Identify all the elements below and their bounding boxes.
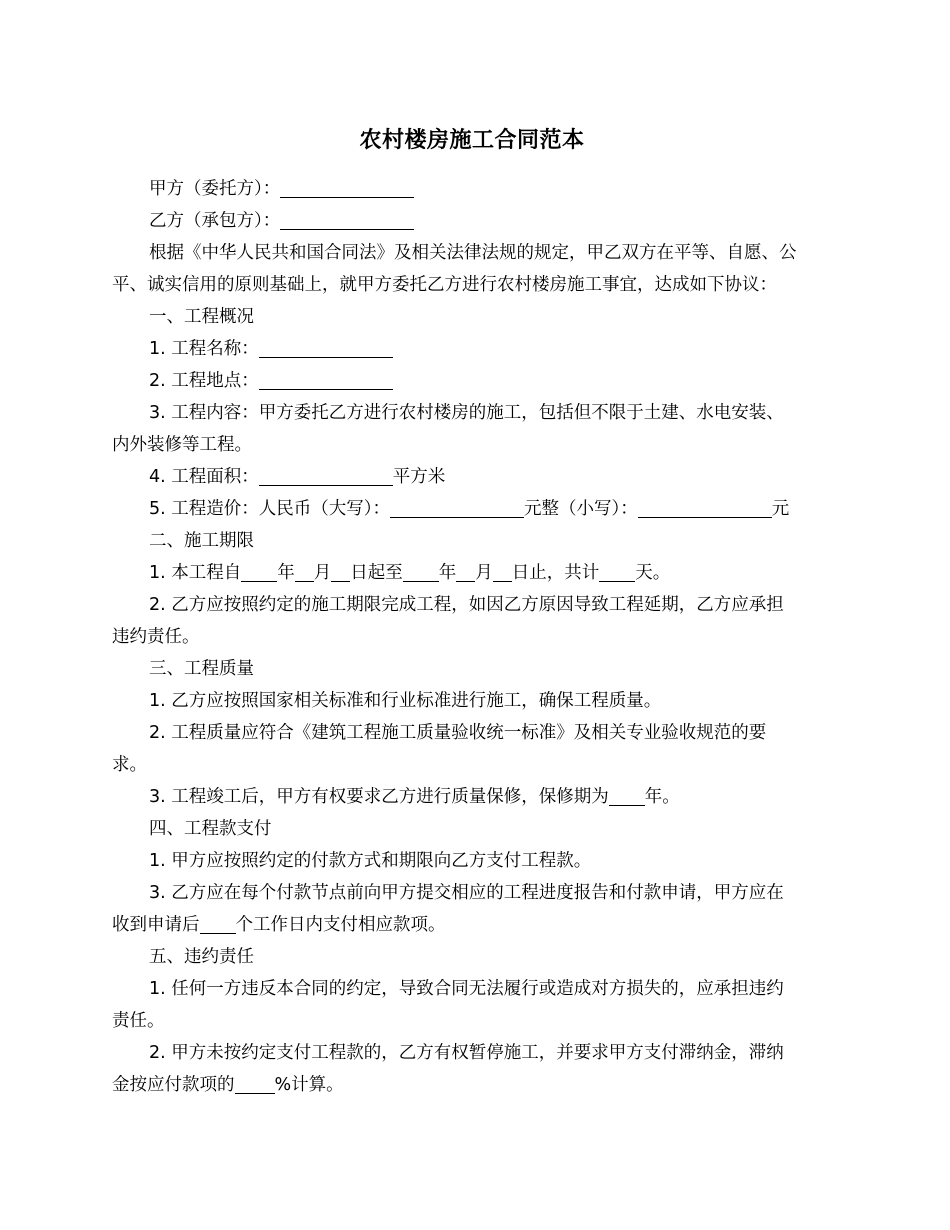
quality-clause-2-line-2: 求。 <box>112 755 147 775</box>
late-fee-text: 金按应付款项的 <box>112 1075 235 1095</box>
quality-clause-1: 1. 乙方应按照国家相关标准和行业标准进行施工，确保工程质量。 <box>149 691 662 711</box>
party-b-label: 乙方（承包方）： <box>149 211 281 231</box>
project-content-line-2: 内外装修等工程。 <box>112 435 252 455</box>
project-cost-mid: 元整（小写）： <box>524 499 638 519</box>
project-cost-upper-blank <box>390 497 524 518</box>
project-area-blank <box>259 465 393 486</box>
project-location-blank <box>259 369 393 390</box>
period-text: 日起至 <box>350 563 403 583</box>
payment-clause-1: 1. 甲方应按照约定的付款方式和期限向乙方支付工程款。 <box>149 851 592 871</box>
period-text: 年 <box>277 563 295 583</box>
warranty-line <box>112 781 842 813</box>
project-area-line <box>112 461 842 493</box>
total-days-blank <box>599 561 635 582</box>
start-year-blank <box>241 561 277 582</box>
payment-days-blank <box>200 913 236 934</box>
project-cost-line <box>112 493 842 525</box>
project-name-blank <box>259 337 393 358</box>
payment-clause-3-line-1: 3. 乙方应在每个付款节点前向甲方提交相应的工程进度报告和付款申请，甲方应在 <box>149 883 784 903</box>
party-a-label: 甲方（委托方）： <box>149 179 281 199</box>
project-cost-label: 5. 工程造价：人民币（大写）： <box>149 499 391 519</box>
party-a-line <box>112 173 842 205</box>
project-area-unit: 平方米 <box>392 467 446 487</box>
end-month-blank <box>456 561 475 582</box>
warranty-years-blank <box>609 785 645 806</box>
delay-clause-line-1: 2. 乙方应按照约定的施工期限完成工程，如因乙方原因导致工程延期，乙方应承担 <box>149 595 784 615</box>
project-name-label: 1. 工程名称： <box>149 339 259 359</box>
period-text: 天。 <box>635 563 671 583</box>
late-fee-percent-blank <box>235 1073 275 1094</box>
section-3-heading: 三、工程质量 <box>149 659 254 679</box>
period-text: 年 <box>438 563 457 583</box>
project-cost-unit: 元 <box>771 499 790 519</box>
section-1-heading: 一、工程概况 <box>149 307 254 327</box>
intro-paragraph-line-1: 根据《中华人民共和国合同法》及相关法律法规的规定，甲乙双方在平等、自愿、公 <box>149 243 797 263</box>
period-text: 月 <box>475 563 493 583</box>
project-cost-lower-blank <box>638 497 772 518</box>
breach-clause-2-line-1: 2. 甲方未按约定支付工程款的，乙方有权暂停施工，并要求甲方支付滞纳金，滞纳 <box>149 1043 784 1063</box>
project-name-line <box>112 333 842 365</box>
period-text: 月 <box>313 563 332 583</box>
breach-clause-1-line-1: 1. 任何一方违反本合同的约定，导致合同无法履行或造成对方损失的，应承担违约 <box>149 979 784 999</box>
delay-clause-line-2: 违约责任。 <box>112 627 200 647</box>
section-5-heading: 五、违约责任 <box>149 947 254 967</box>
breach-clause-2-line-2 <box>112 1069 842 1101</box>
document-title: 农村楼房施工合同范本 <box>359 128 585 153</box>
project-content-line-1: 3. 工程内容：甲方委托乙方进行农村楼房的施工，包括但不限于土建、水电安装、 <box>149 403 784 423</box>
payment-text: 个工作日内支付相应款项。 <box>235 915 446 935</box>
end-day-blank <box>493 561 512 582</box>
quality-clause-2-line-1: 2. 工程质量应符合《建筑工程施工质量验收统一标准》及相关专业验收规范的要 <box>149 723 767 743</box>
party-b-blank <box>280 209 414 230</box>
start-day-blank <box>331 561 350 582</box>
end-year-blank <box>403 561 439 582</box>
project-area-label: 4. 工程面积： <box>149 467 259 487</box>
project-location-label: 2. 工程地点： <box>149 371 259 391</box>
start-month-blank <box>295 561 314 582</box>
warranty-text: 3. 工程竣工后，甲方有权要求乙方进行质量保修，保修期为 <box>149 787 609 807</box>
section-2-heading: 二、施工期限 <box>149 531 254 551</box>
payment-text: 收到申请后 <box>112 915 200 935</box>
section-4-heading: 四、工程款支付 <box>149 819 272 839</box>
warranty-text: 年。 <box>644 787 680 807</box>
period-text: 1. 本工程自 <box>149 563 242 583</box>
period-line <box>112 557 842 589</box>
period-text: 日止，共计 <box>511 563 600 583</box>
payment-clause-3-line-2 <box>112 909 842 941</box>
party-a-blank <box>280 177 414 198</box>
breach-clause-1-line-2: 责任。 <box>112 1011 165 1031</box>
intro-paragraph-line-2: 平、诚实信用的原则基础上，就甲方委托乙方进行农村楼房施工事宜，达成如下协议： <box>112 275 777 295</box>
contract-body <box>112 173 842 1101</box>
project-location-line <box>112 365 842 397</box>
late-fee-text: %计算。 <box>274 1075 344 1095</box>
party-b-line <box>112 205 842 237</box>
